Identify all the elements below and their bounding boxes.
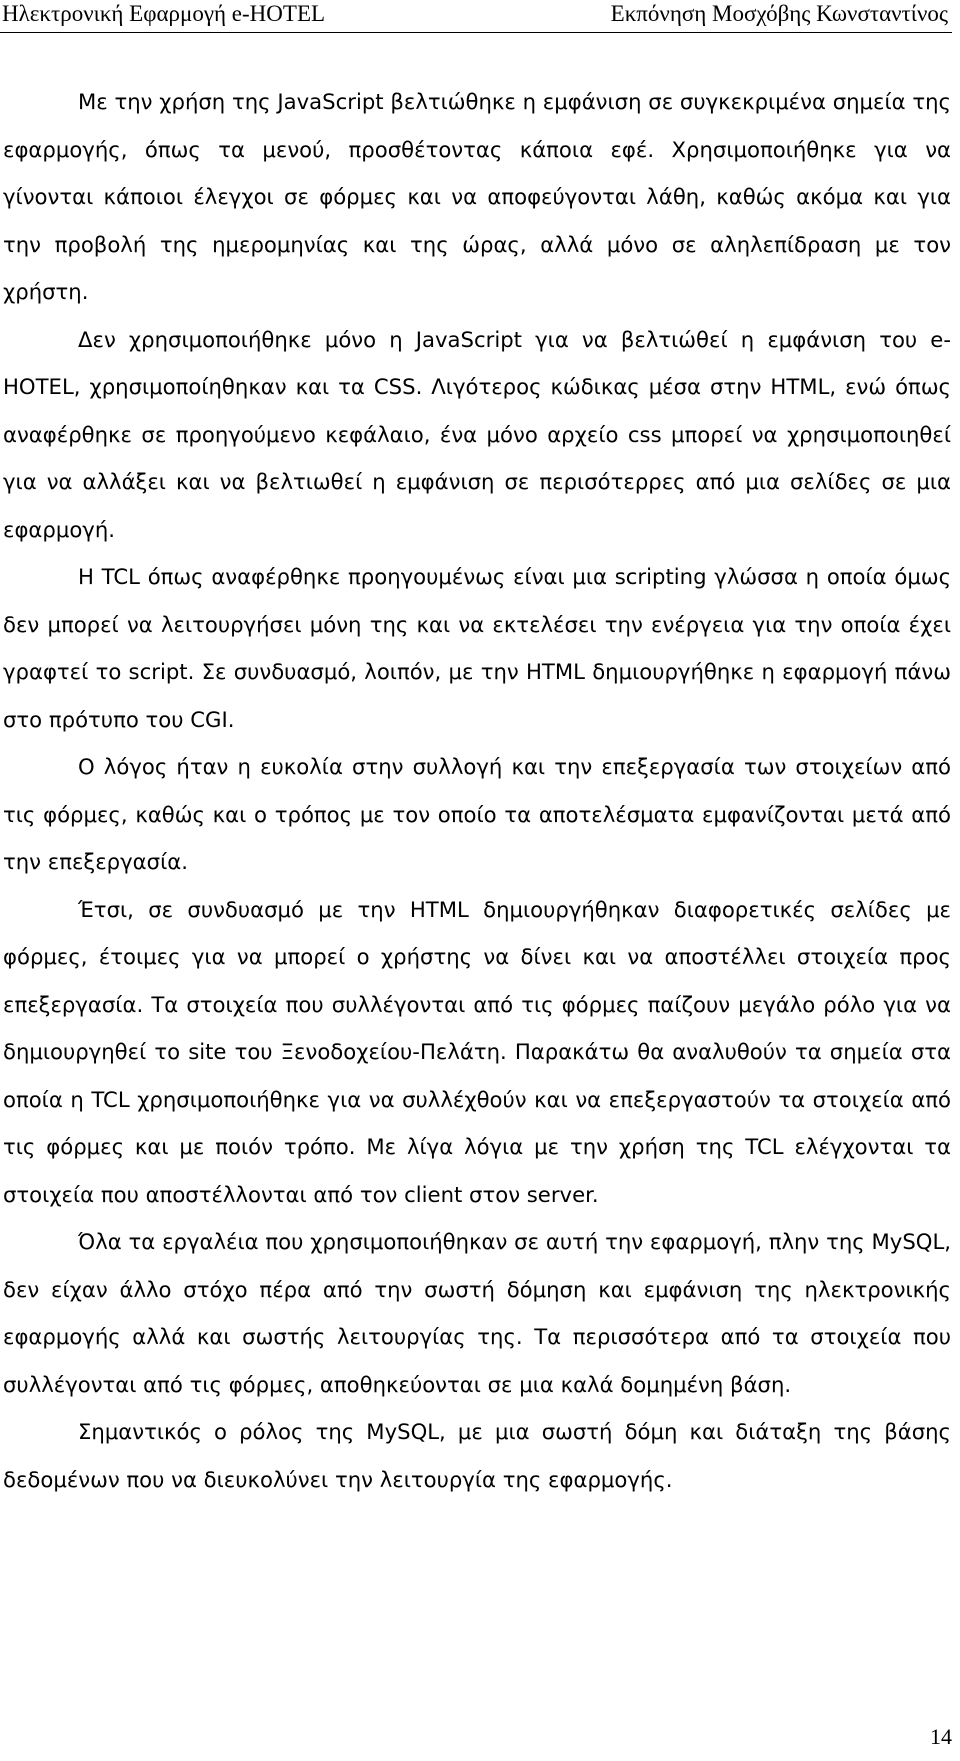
document-body (3, 78, 951, 1503)
paragraph-css: Δεν χρησιμοποιήθηκε μόνο η JavaScript για να βελτιώθεί η εμφάνιση του e-HOTEL, χρησιμοποίηθηκαν και τα CSS. Λιγότερος κώδικας μέσα στην HTML, ενώ όπως αναφέρθηκε σε προηγούμενο κεφάλαιο, ένα μόνο αρχείο css μπορεί να χρησιμοποιηθεί για να αλλάξει και να βελτιωθεί η εμφάνιση σε περισότερρες από μια σελίδες σε μια εφαρμογή. (3, 326, 951, 542)
paragraph-javascript: Με την χρήση της JavaScript βελτιώθηκε η εμφάνιση σε συγκεκριμένα σημεία της εφαρμογής, όπως τα μενού, προσθέτοντας κάποια εφέ. Χρησιμοποιήθηκε για να γίνονται κάποιοι έλεγχοι σε φόρμες και να αποφεύγονται λάθη, καθώς ακόμα και για την προβολή της ημερομηνίας και της ώρας, αλλά μόνο σε αληλεπίδραση με τον χρήστη. (3, 89, 951, 304)
paragraph-tcl: Η TCL όπως αναφέρθηκε προηγουμένως είναι μια scripting γλώσσα η οποία όμως δεν μπορεί να λειτουργήσει μόνη της και να εκτελέσει την ενέργεια για την οποία έχει γραφτεί το script. Σε συνδυασμό, λοιπόν, με την HTML δημιουργήθηκε η εφαρμογή πάνω στο πρότυπο του CGI. (3, 564, 951, 732)
page-number: 14 (930, 1724, 952, 1749)
paragraph-forms: Έτσι, σε συνδυασμό με την HTML δημιουργήθηκαν διαφορετικές σελίδες με φόρμες, έτοιμες για να μπορεί ο χρήστης να δίνει και να αποστέλλει στοιχεία προς επεξεργασία. Τα στοιχεία που συλλέγονται από τις φόρμες παίζουν μεγάλο ρόλο για να δημιουργηθεί το site του Ξενοδοχείου-Πελάτη. Παρακάτω θα αναλυθούν τα σημεία στα οποία η TCL χρησιμοποιήθηκε για να συλλέχθούν και να επεξεργαστούν τα στοιχεία από τις φόρμες και με ποιόν τρόπο. Με λίγα λόγια με την χρήση της TCL ελέγχονται τα στοιχεία που αποστέλλονται από τον client στον server. (3, 896, 951, 1207)
paragraph-reason: Ο λόγος ήταν η ευκολία στην συλλογή και την επεξεργασία των στοιχείων από τις φόρμες, καθώς και ο τρόπος με τον οποίο τα αποτελέσματα εμφανίζονται μετά από την επεξεργασία. (3, 754, 951, 874)
header-author: Εκπόνηση Μοσχόβης Κωνσταντίνος (610, 1, 948, 26)
paragraph-tools: Όλα τα εργαλέια που χρησιμοποιήθηκαν σε αυτή την εφαρμογή, πλην της MySQL, δεν είχαν άλλο στόχο πέρα από την σωστή δόμηση και εμφάνιση της ηλεκτρονικής εφαρμογής αλλά και σωστής λειτουργίας της. Τα περισσότερα από τα στοιχεία που συλλέγονται από τις φόρμες, αποθηκεύονται σε μια καλά δομημένη βάση. (3, 1229, 951, 1397)
paragraph-mysql: Σημαντικός ο ρόλος της MySQL, με μια σωστή δόμη και διάταξη της βάσης δεδομένων που να διευκολύνει την λειτουργία της εφαρμογής. (3, 1419, 951, 1492)
page-header (0, 0, 952, 33)
header-document-title: Ηλεκτρονική Εφαρμογή e-HOTEL (2, 1, 326, 26)
